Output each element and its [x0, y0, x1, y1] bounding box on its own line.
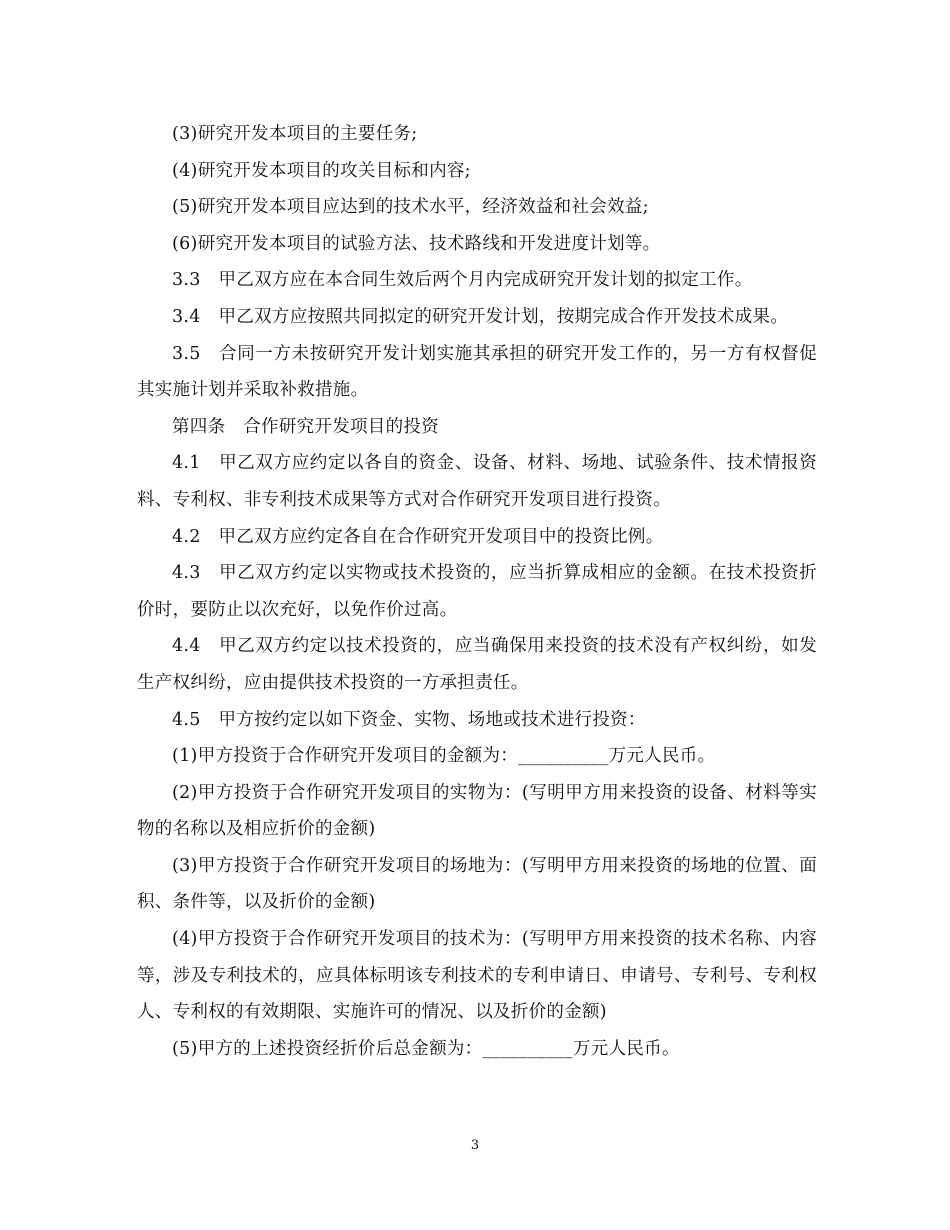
- investment-item-funds: (1)甲方投资于合作研究开发项目的金额为：__________万元人民币。: [172, 746, 716, 767]
- page-number: 3: [470, 1138, 480, 1153]
- clause-4-2: 4.2 甲乙双方应约定各自在合作研究开发项目中的投资比例。: [172, 526, 664, 547]
- clause-4-5: 4.5 甲方按约定以如下资金、实物、场地或技术进行投资：: [172, 709, 646, 730]
- paragraph-task: (3)研究开发本项目的主要任务;: [172, 124, 418, 144]
- clause-3-4: 3.4 甲乙双方应按照共同拟定的研究开发计划，按期完成合作开发技术成果。: [172, 306, 789, 327]
- clause-4-4: 4.4 甲乙双方约定以技术投资的，应当确保用来投资的技术没有产权纠纷，如发生产权纠纷，应由提供技术投资的一方承担责任。: [137, 636, 817, 693]
- clause-4-1: 4.1 甲乙双方应约定以各自的资金、设备、材料、场地、试验条件、技术情报资料、专利权、非专利技术成果等方式对合作研究开发项目进行投资。: [137, 453, 817, 510]
- paragraph-tech-level: (5)研究开发本项目应达到的技术水平，经济效益和社会效益;: [172, 197, 649, 218]
- article-4-heading: 第四条 合作研究开发项目的投资: [172, 416, 439, 437]
- document-body: [137, 116, 817, 1067]
- investment-item-total: (5)甲方的上述投资经折价后总金额为：__________万元人民币。: [172, 1038, 680, 1059]
- paragraph-goals: (4)研究开发本项目的攻关目标和内容;: [172, 160, 471, 181]
- clause-3-3: 3.3 甲乙双方应在本合同生效后两个月内完成研究开发计划的拟定工作。: [172, 270, 753, 291]
- investment-item-technology: (4)甲方投资于合作研究开发项目的技术为：(写明甲方用来投资的技术名称、内容等，涉及专利技术的，应具体标明该专利技术的专利申请日、申请号、专利号、专利权人、专利权的有效期限、实施许可的情况、以及折价的金额): [137, 929, 817, 1023]
- clause-3-5: 3.5 合同一方未按研究开发计划实施其承担的研究开发工作的，另一方有权督促其实施计划并采取补救措施。: [137, 343, 817, 401]
- clause-4-3: 4.3 甲乙双方约定以实物或技术投资的，应当折算成相应的金额。在技术投资折价时，要防止以次充好，以免作价过高。: [137, 563, 817, 620]
- investment-item-site: (3)甲方投资于合作研究开发项目的场地为：(写明甲方用来投资的场地的位置、面积、条件等，以及折价的金额): [137, 855, 817, 913]
- investment-item-materials: (2)甲方投资于合作研究开发项目的实物为：(写明甲方用来投资的设备、材料等实物的名称以及相应折价的金额): [137, 782, 817, 840]
- paragraph-methods: (6)研究开发本项目的试验方法、技术路线和开发进度计划等。: [172, 233, 661, 254]
